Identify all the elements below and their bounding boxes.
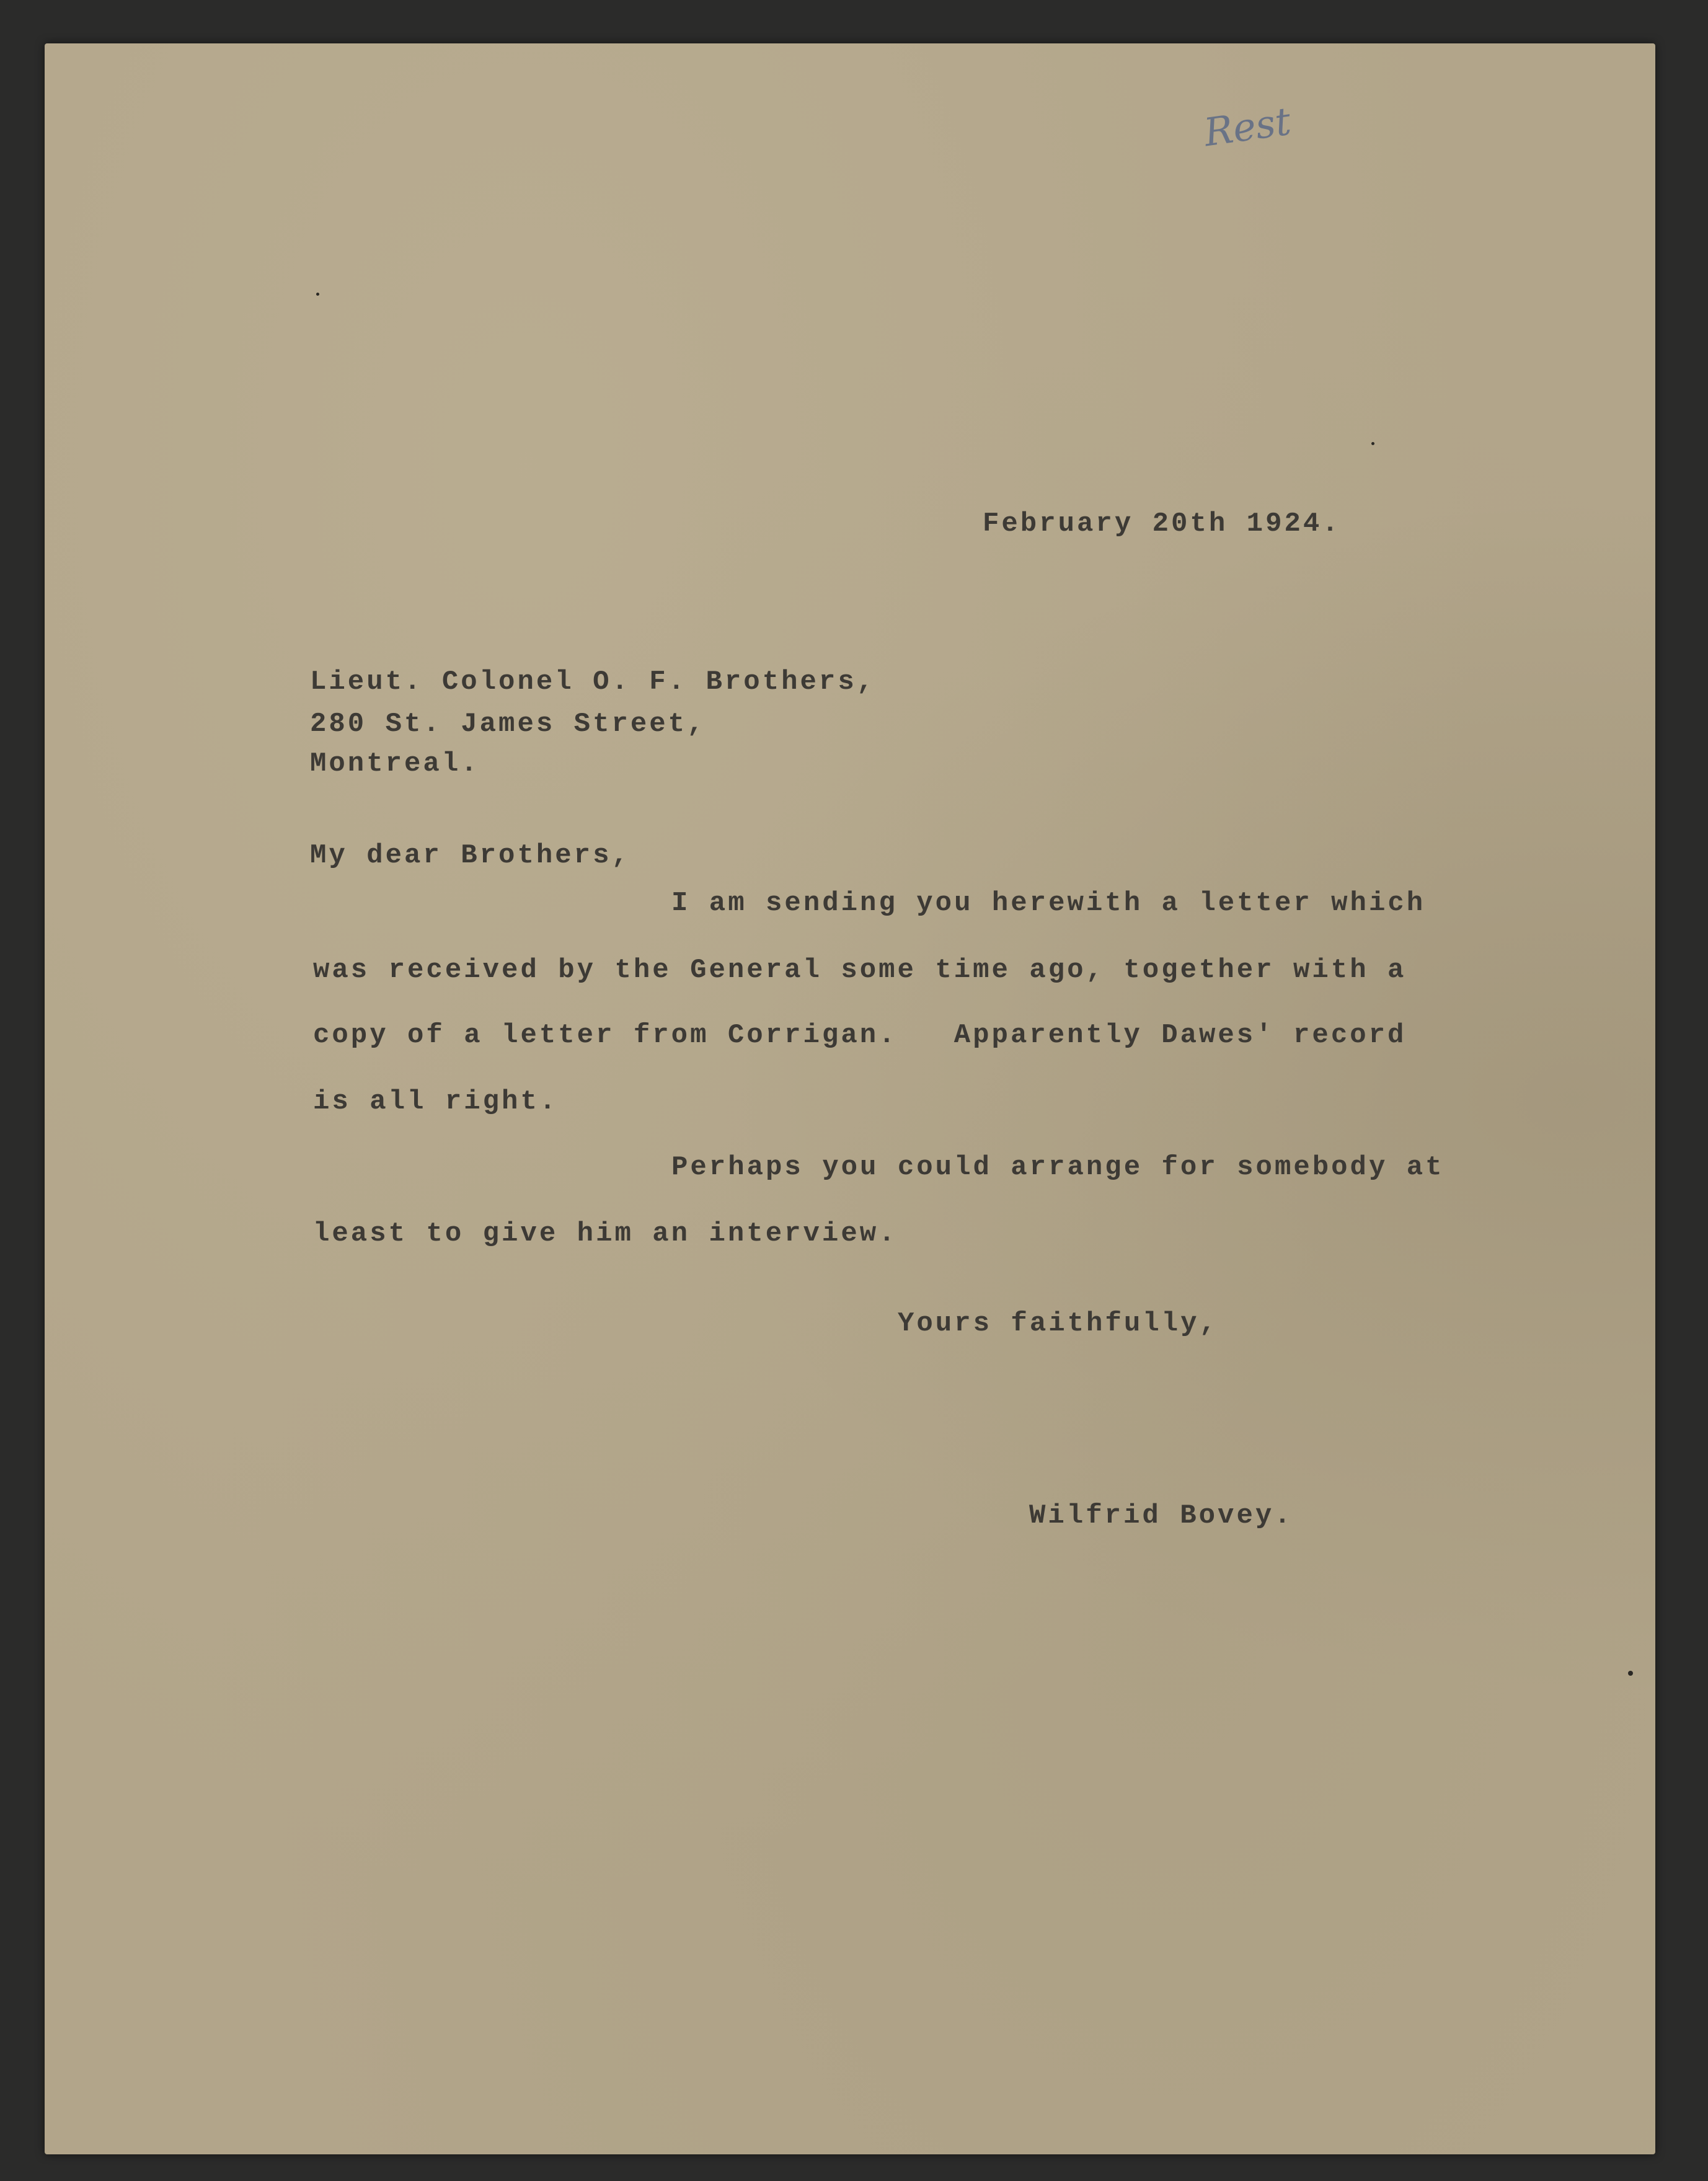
salutation: My dear Brothers, <box>310 840 631 871</box>
body-line: least to give him an interview. <box>313 1218 898 1249</box>
letter-page <box>45 43 1655 2154</box>
paper-speck <box>1628 1671 1633 1676</box>
body-line: Perhaps you could arrange for somebody at <box>671 1152 1445 1183</box>
recipient-city: Montreal. <box>310 748 480 779</box>
signature: Wilfrid Bovey. <box>1029 1500 1293 1531</box>
letter-date: February 20th 1924. <box>983 508 1341 539</box>
closing: Yours faithfully, <box>898 1308 1218 1339</box>
recipient-name: Lieut. Colonel O. F. Brothers, <box>310 666 876 697</box>
paper-speck <box>1371 442 1374 445</box>
paper-speck <box>316 293 319 296</box>
body-line: copy of a letter from Corrigan. Apparently Dawes' record <box>313 1020 1407 1051</box>
recipient-street: 280 St. James Street, <box>310 709 706 740</box>
body-line: is all right. <box>313 1086 559 1117</box>
body-line: was received by the General some time ago, together with a <box>313 955 1407 986</box>
body-line: I am sending you herewith a letter which <box>671 888 1426 919</box>
handwritten-note: Rest <box>1201 98 1294 156</box>
